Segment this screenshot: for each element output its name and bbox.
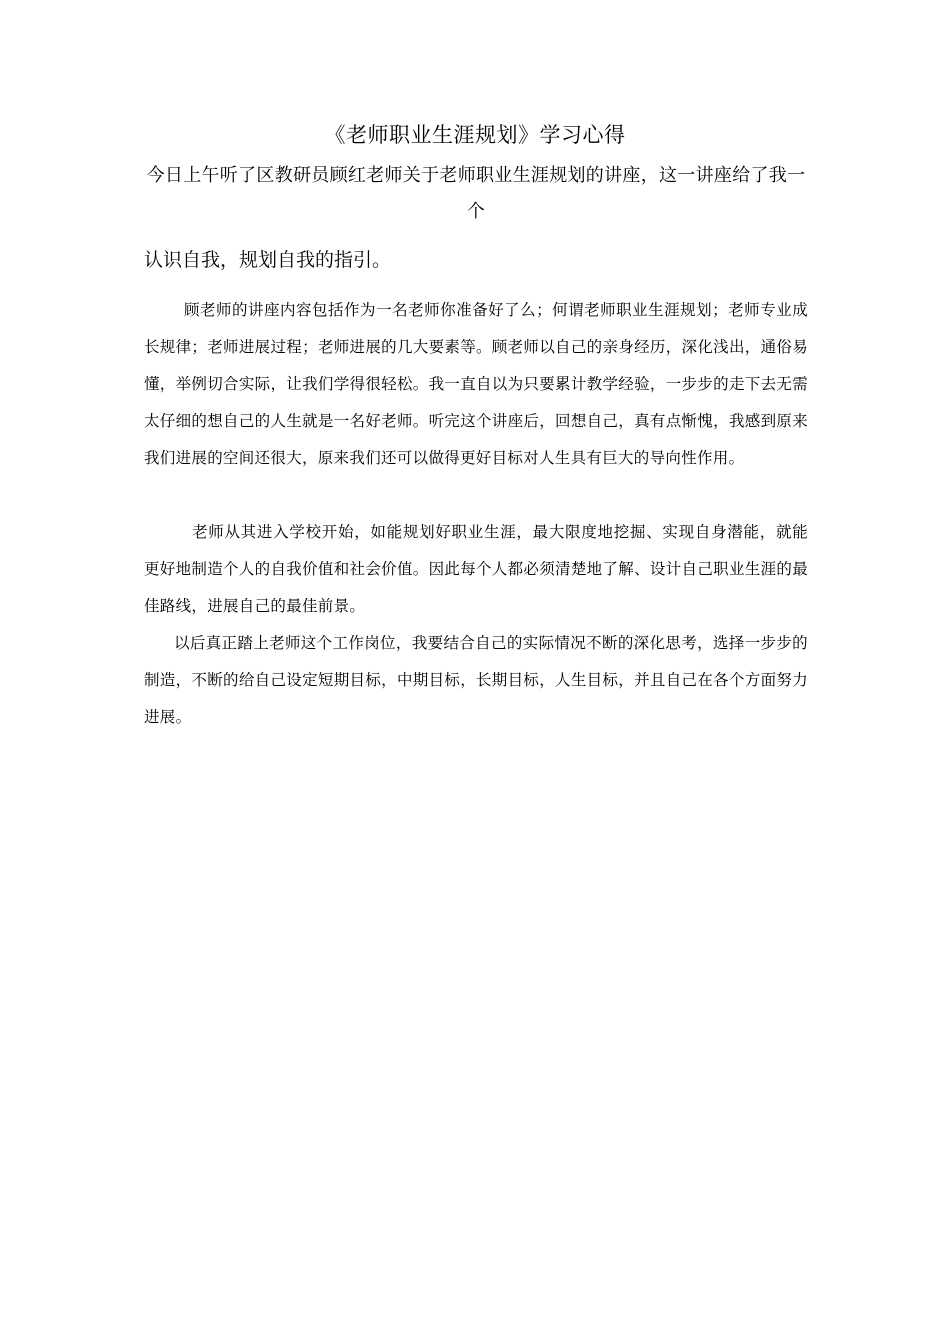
section-subheading: 认识自我，规划自我的指引。 (144, 249, 392, 271)
document-title: 《老师职业生涯规划》学习心得 (324, 123, 626, 147)
body-paragraph-1: 顾老师的讲座内容包括作为一名老师你准备好了么；何谓老师职业生涯规划；老师专业成长规律；老师进展过程；老师进展的几大要素等。顾老师以自己的亲身经历，深化浅出，通俗易懂，举例切合实际，让我们学得很轻松。我一直自以为只要累计教学经验，一步步的走下去无需太仔细的想自己的人生就是一名好老师。听完这个讲座后，回想自己，真有点惭愧，我感到原来我们进展的空间还很大，原来我们还可以做得更好目标对人生具有巨大的导向性作用。 (144, 301, 808, 467)
intro-text: 今日上午听了区教研员顾红老师关于老师职业生涯规划的讲座，这一讲座给了我一个 (146, 165, 806, 222)
body-paragraph-3: 以后真正踏上老师这个工作岗位，我要结合自己的实际情况不断的深化思考，选择一步步的制造，不断的给自己设定短期目标，中期目标，长期目标，人生目标，并且自己在各个方面努力进展。 (144, 634, 808, 726)
body-paragraph-2: 老师从其进入学校开始，如能规划好职业生涯，最大限度地挖掘、实现自身潜能，就能更好地制造个人的自我价值和社会价值。因此每个人都必须清楚地了解、设计自己职业生涯的最佳路线，进展自己的最佳前景。 (144, 523, 808, 615)
